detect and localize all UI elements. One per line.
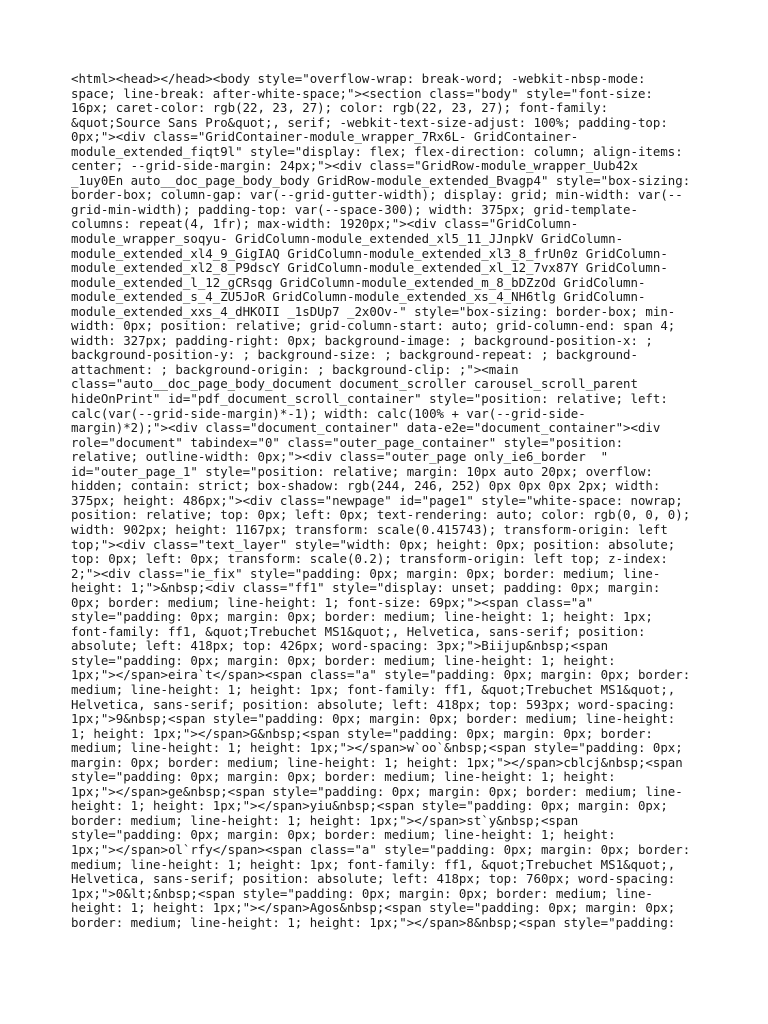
text-line: border-box; column-gap: var(--grid-gutter-width); display: grid; min-width: var(-- <box>71 188 683 203</box>
text-line: 1px;"></span>eira`t</span><span class="a" style="padding: 0px; margin: 0px; border: <box>71 668 691 683</box>
text-line: background-position-y: ; background-size: ; background-repeat: ; background- <box>71 348 638 363</box>
text-line: font-family: ff1, &quot;Trebuchet MS1&quot;, Helvetica, sans-serif; position: <box>71 624 646 639</box>
text-line: margin: 0px; border: medium; line-height: 1; height: 1px;"></span>cblcj&nbsp;<span <box>71 755 683 770</box>
text-line: 1px;">9&nbsp;<span style="padding: 0px; margin: 0px; border: medium; line-height: <box>71 712 676 727</box>
text-line: module_wrapper_soqyu- GridColumn-module_extended_xl5_11_JJnpkV GridColumn- <box>71 232 624 247</box>
text-line: style="padding: 0px; margin: 0px; border: medium; line-height: 1; height: <box>71 653 616 668</box>
text-line: Helvetica, sans-serif; position: absolute; left: 418px; top: 760px; word-spacing: <box>71 872 676 887</box>
text-line: id="outer_page_1" style="position: relative; margin: 10px auto 20px; overflow: <box>71 464 653 479</box>
text-line: hidden; contain: strict; box-shadow: rgb(244, 246, 252) 0px 0px 0px 2px; width: <box>71 479 661 494</box>
text-line: 1px;"></span>ge&nbsp;<span style="padding: 0px; margin: 0px; border: medium; line- <box>71 784 683 799</box>
text-line: height: 1; height: 1px;"></span>yiu&nbsp;<span style="padding: 0px; margin: 0px; <box>71 799 668 814</box>
text-line: module_extended_xl2_8_P9dscY GridColumn-module_extended_xl_12_7vx87Y GridColumn- <box>71 261 668 276</box>
text-line: medium; line-height: 1; height: 1px; font-family: ff1, &quot;Trebuchet MS1&quot;, <box>71 682 676 697</box>
text-line: height: 1;">&nbsp;<div class="ff1" style="display: unset; padding: 0px; margin: <box>71 581 661 596</box>
text-line: style="padding: 0px; margin: 0px; border: medium; line-height: 1; height: <box>71 828 616 843</box>
text-line: role="document" tabindex="0" class="outer_page_container" style="position: <box>71 435 624 450</box>
text-line: class="auto__doc_page_body_document document_scroller carousel_scroll_parent <box>71 377 638 392</box>
text-line: 16px; caret-color: rgb(22, 23, 27); color: rgb(22, 23, 27); font-family: <box>71 101 609 116</box>
text-line: medium; line-height: 1; height: 1px; font-family: ff1, &quot;Trebuchet MS1&quot;, <box>71 857 676 872</box>
text-line: attachment: ; background-origin: ; background-clip: ;"><main <box>71 362 519 377</box>
text-line: module_extended_s_4_ZU5JoR GridColumn-module_extended_xs_4_NH6tlg GridColumn- <box>71 290 646 305</box>
text-line: 1px;"></span>ol`rfy</span><span class="a" style="padding: 0px; margin: 0px; border: <box>71 842 691 857</box>
text-line: calc(var(--grid-side-margin)*-1); width: calc(100% + var(--grid-side- <box>71 406 586 421</box>
text-line: width: 0px; position: relative; grid-column-start: auto; grid-column-end: span 4; <box>71 319 676 334</box>
text-line: absolute; left: 418px; top: 426px; word-spacing: 3px;">Biijup&nbsp;<span <box>71 639 609 654</box>
text-line: style="padding: 0px; margin: 0px; border: medium; line-height: 1; height: 1px; <box>71 610 653 625</box>
text-line: margin)*2);"><div class="document_container" data-e2e="document_container"><div <box>71 421 661 436</box>
text-line: module_extended_l_12_gCRsqg GridColumn-module_extended_m_8_bDZzOd GridColumn- <box>71 275 646 290</box>
text-line: 375px; height: 486px;"><div class="newpage" id="page1" style="white-space: nowrap; <box>71 493 683 508</box>
text-line: height: 1; height: 1px;"></span>Agos&nbsp;<span style="padding: 0px; margin: 0px; <box>71 901 676 916</box>
text-line: 1px;">0&lt;&nbsp;<span style="padding: 0px; margin: 0px; border: medium; line- <box>71 886 653 901</box>
text-line: _1uy0En auto__doc_page_body_body GridRow-module_extended_Bvagp4" style="box-sizing: <box>71 173 691 188</box>
document-page <box>71 72 698 930</box>
text-line: module_extended_fiqt9l" style="display: flex; flex-direction: column; align-items: <box>71 144 683 159</box>
text-line: Helvetica, sans-serif; position: absolute; left: 418px; top: 593px; word-spacing: <box>71 697 676 712</box>
text-line: medium; line-height: 1; height: 1px;"></span>w`oo`&nbsp;<span style="padding: 0px; <box>71 741 683 756</box>
text-line: width: 902px; height: 1167px; transform: scale(0.415743); transform-origin: left <box>71 522 668 537</box>
text-line: 0px;"><div class="GridContainer-module_wrapper_7Rx6L- GridContainer- <box>71 130 579 145</box>
text-line: style="padding: 0px; margin: 0px; border: medium; line-height: 1; height: <box>71 770 616 785</box>
text-line: 2;"><div class="ie_fix" style="padding: 0px; margin: 0px; border: medium; line- <box>71 566 661 581</box>
text-line: grid-min-width); padding-top: var(--space-300); width: 375px; grid-template- <box>71 202 638 217</box>
text-line: module_extended_xxs_4_dHKOII _1sDUp7 _2x0Ov-" style="box-sizing: border-box; min- <box>71 304 676 319</box>
text-line: relative; outline-width: 0px;"><div class="outer_page only_ie6_border " <box>71 450 609 465</box>
text-line: border: medium; line-height: 1; height: 1px;"></span>st`y&nbsp;<span <box>71 813 579 828</box>
text-line: columns: repeat(4, 1fr); max-width: 1920px;"><div class="GridColumn- <box>71 217 579 232</box>
text-line: position: relative; top: 0px; left: 0px; text-rendering: auto; color: rgb(0, 0, 0); <box>71 508 691 523</box>
text-line: hideOnPrint" id="pdf_document_scroll_container" style="position: relative; left: <box>71 392 668 407</box>
text-line: <html><head></head><body style="overflow-wrap: break-word; -webkit-nbsp-mode: <box>71 72 646 86</box>
text-line: center; --grid-side-margin: 24px;"><div class="GridRow-module_wrapper_Uub42x <box>71 159 638 174</box>
text-line: top;"><div class="text_layer" style="width: 0px; height: 0px; position: absolute; <box>71 537 676 552</box>
text-line: border: medium; line-height: 1; height: 1px;"></span>8&nbsp;<span style="padding: <box>71 915 676 930</box>
text-line: &quot;Source Sans Pro&quot;, serif; -webkit-text-size-adjust: 100%; padding-top: <box>71 115 668 130</box>
text-line: space; line-break: after-white-space;"><section class="body" style="font-size: <box>71 86 653 101</box>
text-line: 0px; border: medium; line-height: 1; font-size: 69px;"><span class="a" <box>71 595 594 610</box>
text-line: module_extended_xl4_9_GigIAQ GridColumn-module_extended_xl3_8_frUn0z GridColumn- <box>71 246 668 261</box>
text-line: top: 0px; left: 0px; transform: scale(0.2); transform-origin: left top; z-index: <box>71 552 668 567</box>
text-line: width: 327px; padding-right: 0px; background-image: ; background-position-x: ; <box>71 333 653 348</box>
text-line: 1; height: 1px;"></span>G&nbsp;<span style="padding: 0px; margin: 0px; border: <box>71 726 653 741</box>
